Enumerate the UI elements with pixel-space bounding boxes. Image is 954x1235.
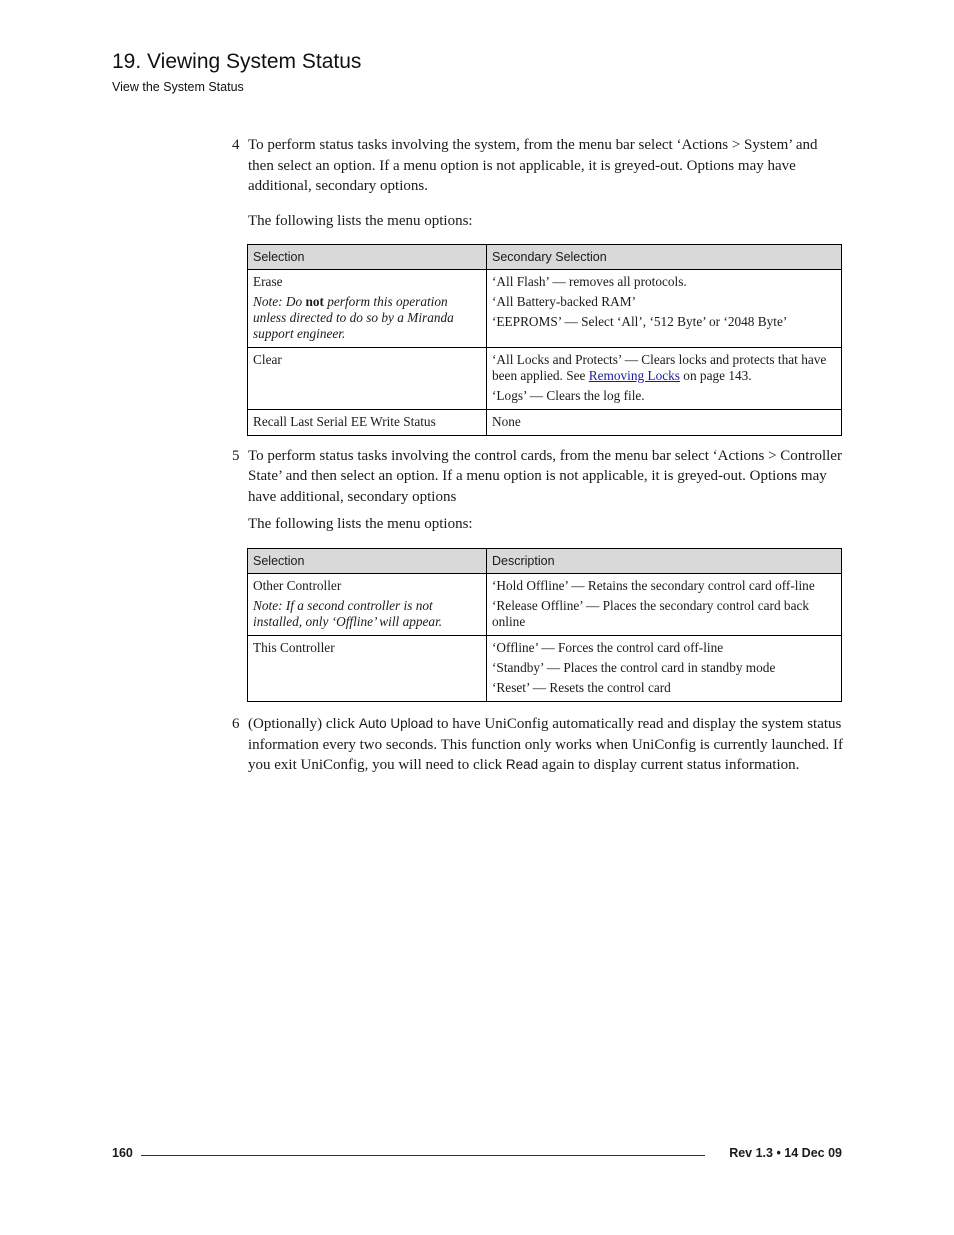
auto-upload-term: Auto Upload (358, 716, 434, 731)
section-subtitle: View the System Status (112, 80, 244, 94)
footer-divider (141, 1155, 705, 1156)
description-cell (487, 636, 842, 702)
chapter-title: 19. Viewing System Status (112, 50, 362, 73)
option-text: on page 143. (679, 367, 752, 383)
secondary-selection-cell (487, 409, 842, 435)
selection-name: Clear (253, 351, 282, 367)
warning-note (253, 294, 481, 342)
table-row (248, 347, 842, 409)
note-emphasis: not (305, 293, 324, 309)
description-cell (487, 574, 842, 636)
option-item: ‘Standby’ — Places the control card in standby mode (492, 660, 776, 675)
column-header: Selection (248, 549, 487, 574)
main-content (232, 135, 844, 776)
option-item: ‘EEPROMS’ — Select ‘All’, ‘512 Byte’ or ‘2048 Byte’ (492, 313, 788, 329)
note-text: perform this operation unless directed to do so by a Miranda support engineer. (253, 293, 454, 341)
step-number: 5 (232, 447, 240, 464)
page-footer (112, 1146, 842, 1160)
table-row (248, 269, 842, 347)
table-row (248, 409, 842, 435)
step-text: To perform status tasks involving the control cards, from the menu bar select ‘Actions > Controller State’ and then select an option. If a menu option is not applicable, it is greyed-out. Options may have additional, secondary options (248, 447, 842, 505)
system-menu-table (247, 244, 842, 436)
table-row (248, 636, 842, 702)
selection-name: Other Controller (253, 578, 342, 593)
option-item: ‘All Battery-backed RAM’ (492, 293, 637, 309)
removing-locks-link[interactable]: Removing Locks (588, 367, 680, 383)
option-item: ‘Release Offline’ — Places the secondary control card back online (492, 598, 810, 629)
table-header-row (248, 549, 842, 574)
table-header-row (248, 244, 842, 269)
step-number: 4 (232, 137, 240, 153)
table-row (248, 574, 842, 636)
selection-cell (248, 636, 487, 702)
option-text: ‘All Locks and Protects’ — Clears locks and protects that have been applied. See (492, 351, 827, 383)
page-number: 160 (112, 1146, 133, 1160)
step-text-part: again to display current status information. (538, 757, 800, 773)
option-item: ‘Reset’ — Resets the control card (492, 680, 671, 695)
option-item: ‘Hold Offline’ — Retains the secondary control card off-line (492, 578, 815, 593)
column-header: Secondary Selection (487, 244, 842, 269)
selection-cell (248, 574, 487, 636)
step-text-part: (Optionally) click (248, 716, 359, 732)
selection-cell (248, 269, 487, 347)
step-6 (232, 714, 844, 776)
column-header: Selection (248, 244, 487, 269)
secondary-selection-cell (487, 347, 842, 409)
selection-cell (248, 409, 487, 435)
secondary-selection-cell (487, 269, 842, 347)
selection-name: Recall Last Serial EE Write Status (253, 413, 436, 429)
step-5 (232, 446, 844, 508)
step-number: 6 (232, 716, 240, 732)
step-text: To perform status tasks involving the system, from the menu bar select ‘Actions > System’ and then select an option. If a menu option is not applicable, it is greyed-out. Options may have additional, secondary options. (248, 137, 818, 194)
revision-label: Rev 1.3 • 14 Dec 09 (729, 1146, 842, 1160)
step-text-part: to have UniConfig automatically read and display the system status information every two seconds. This function only works when UniConfig is currently launched. If you exit UniConfig, you will need to click (248, 716, 844, 773)
option-item (492, 352, 836, 384)
table-intro: The following lists the menu options: (248, 212, 473, 229)
read-term: Read (505, 757, 539, 772)
option-item: ‘Offline’ — Forces the control card off-line (492, 640, 724, 655)
step-text (248, 714, 844, 776)
column-header: Description (487, 549, 842, 574)
option-item: None (492, 413, 521, 429)
selection-name: This Controller (253, 640, 335, 655)
note-text: Note: Do (253, 293, 306, 309)
controller-menu-table (247, 548, 842, 702)
selection-cell (248, 347, 487, 409)
table-intro: The following lists the menu options: (248, 516, 473, 532)
option-item: ‘Logs’ — Clears the log file. (492, 387, 645, 403)
option-item: ‘All Flash’ — removes all protocols. (492, 273, 687, 289)
selection-name: Erase (253, 273, 283, 289)
info-note: Note: If a second controller is not installed, only ‘Offline’ will appear. (253, 598, 443, 629)
step-4 (232, 135, 844, 197)
